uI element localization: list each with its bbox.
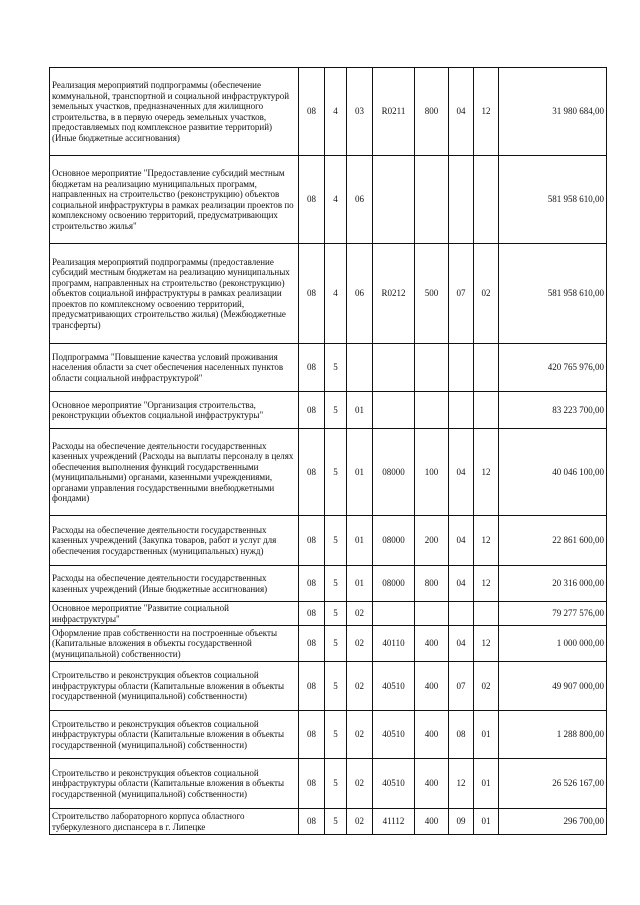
main-activity-code: 03	[347, 68, 373, 156]
table-row	[50, 392, 607, 429]
expense-type-code: 400	[415, 759, 449, 809]
table-row	[50, 244, 607, 344]
expense-type-code: 200	[415, 516, 449, 566]
subprogram-code: 4	[325, 156, 347, 244]
row-description: Реализация мероприятий подпрограммы (обеспечение коммунальной, транспортной и социальной инфраструктурой земельных участков, предназначенных для жилищного строительства, в в первую очередь земельных участков, предоставляемых под комплексное развитие территорий) (Иные бюджетные ассигнования)	[50, 68, 299, 156]
subsection-code: 12	[474, 429, 499, 516]
amount: 40 046 100,00	[499, 429, 607, 516]
subsection-code	[474, 344, 499, 392]
table-row	[50, 429, 607, 516]
row-description: Строительство лабораторного корпуса областного туберкулезного диспансера в г. Липецке	[50, 809, 299, 835]
row-description: Расходы на обеспечение деятельности государственных казенных учреждений (Расходы на выплаты персоналу в целях обеспечения выполнения функций государственными (муниципальными) органами, казенными учреждениями, органами управления государственными внебюджетными фондами)	[50, 429, 299, 516]
amount: 79 277 576,00	[499, 602, 607, 626]
section-code	[449, 602, 474, 626]
expense-type-code: 800	[415, 68, 449, 156]
row-description: Основное мероприятие "Организация строительства, реконструкции объектов социальной инфраструктуры"	[50, 392, 299, 429]
row-description: Строительство и реконструкция объектов социальной инфраструктуры области (Капитальные вложения в объекты государственной (муниципальной) собственности)	[50, 759, 299, 809]
expense-type-code	[415, 344, 449, 392]
section-code	[449, 392, 474, 429]
expense-direction-code: 40510	[373, 662, 415, 711]
main-activity-code: 01	[347, 392, 373, 429]
program-code: 08	[299, 156, 325, 244]
table-row	[50, 602, 607, 626]
subprogram-code: 5	[325, 429, 347, 516]
row-description: Расходы на обеспечение деятельности государственных казенных учреждений (Закупка товаров, работ и услуг для обеспечения государственных (муниципальных) нужд)	[50, 516, 299, 566]
program-code: 08	[299, 626, 325, 662]
table-row	[50, 809, 607, 835]
subsection-code: 12	[474, 626, 499, 662]
subsection-code	[474, 392, 499, 429]
main-activity-code: 02	[347, 711, 373, 759]
expense-type-code: 100	[415, 429, 449, 516]
row-description: Основное мероприятие "Предоставление субсидий местным бюджетам на реализацию муниципальных программ, направленных на строительство (реконструкцию) объектов социальной инфраструктуры в рамках реализации проектов по комплексному освоению территорий, предусматривающих строительство жилья"	[50, 156, 299, 244]
table-row	[50, 759, 607, 809]
row-description: Строительство и реконструкция объектов социальной инфраструктуры области (Капитальные вложения в объекты государственной (муниципальной) собственности)	[50, 711, 299, 759]
expense-direction-code: 40510	[373, 711, 415, 759]
program-code: 08	[299, 429, 325, 516]
expense-direction-code: 41112	[373, 809, 415, 835]
program-code: 08	[299, 344, 325, 392]
subsection-code: 02	[474, 244, 499, 344]
subsection-code: 01	[474, 809, 499, 835]
table-row	[50, 626, 607, 662]
subprogram-code: 5	[325, 711, 347, 759]
expense-type-code: 400	[415, 809, 449, 835]
main-activity-code: 01	[347, 516, 373, 566]
row-description: Реализация мероприятий подпрограммы (предоставление субсидий местным бюджетам на реализацию муниципальных программ, направленных на строительство (реконструкцию) объектов социальной инфраструктуры в рамках реализации проектов по комплексному освоению территорий, предусматривающих строительство жилья) (Межбюджетные трансферты)	[50, 244, 299, 344]
section-code: 04	[449, 516, 474, 566]
main-activity-code: 02	[347, 626, 373, 662]
subsection-code	[474, 602, 499, 626]
section-code: 08	[449, 711, 474, 759]
table-row	[50, 711, 607, 759]
main-activity-code: 02	[347, 662, 373, 711]
program-code: 08	[299, 711, 325, 759]
main-activity-code: 02	[347, 602, 373, 626]
table-row	[50, 68, 607, 156]
table-row	[50, 156, 607, 244]
expense-direction-code: 40110	[373, 626, 415, 662]
section-code: 04	[449, 566, 474, 602]
expense-type-code	[415, 392, 449, 429]
expense-direction-code	[373, 156, 415, 244]
section-code: 04	[449, 626, 474, 662]
main-activity-code: 01	[347, 429, 373, 516]
expense-direction-code	[373, 392, 415, 429]
subprogram-code: 5	[325, 344, 347, 392]
section-code: 07	[449, 244, 474, 344]
main-activity-code: 06	[347, 156, 373, 244]
program-code: 08	[299, 602, 325, 626]
subsection-code: 01	[474, 711, 499, 759]
program-code: 08	[299, 809, 325, 835]
subsection-code	[474, 156, 499, 244]
main-activity-code	[347, 344, 373, 392]
section-code: 04	[449, 68, 474, 156]
amount: 20 316 000,00	[499, 566, 607, 602]
subprogram-code: 5	[325, 809, 347, 835]
row-description: Подпрограмма "Повышение качества условий проживания населения области за счет обеспечения населенных пунктов области социальной инфраструктурой"	[50, 344, 299, 392]
section-code: 09	[449, 809, 474, 835]
program-code: 08	[299, 759, 325, 809]
expense-direction-code: R0212	[373, 244, 415, 344]
subprogram-code: 4	[325, 68, 347, 156]
subprogram-code: 5	[325, 662, 347, 711]
amount: 581 958 610,00	[499, 156, 607, 244]
main-activity-code: 02	[347, 809, 373, 835]
section-code	[449, 156, 474, 244]
amount: 31 980 684,00	[499, 68, 607, 156]
expense-type-code: 400	[415, 711, 449, 759]
section-code	[449, 344, 474, 392]
program-code: 08	[299, 566, 325, 602]
program-code: 08	[299, 244, 325, 344]
section-code: 07	[449, 662, 474, 711]
program-code: 08	[299, 392, 325, 429]
expense-type-code: 400	[415, 662, 449, 711]
expense-type-code: 400	[415, 626, 449, 662]
amount: 420 765 976,00	[499, 344, 607, 392]
row-description: Основное мероприятие "Развитие социальной инфраструктуры"	[50, 602, 299, 626]
subprogram-code: 5	[325, 602, 347, 626]
amount: 1 288 800,00	[499, 711, 607, 759]
expense-type-code: 500	[415, 244, 449, 344]
subprogram-code: 5	[325, 516, 347, 566]
amount: 1 000 000,00	[499, 626, 607, 662]
row-description: Оформление прав собственности на построенные объекты (Капитальные вложения в объекты государственной (муниципальной) собственности)	[50, 626, 299, 662]
subprogram-code: 5	[325, 566, 347, 602]
main-activity-code: 06	[347, 244, 373, 344]
expense-direction-code: 08000	[373, 429, 415, 516]
row-description: Расходы на обеспечение деятельности государственных казенных учреждений (Иные бюджетные ассигнования)	[50, 566, 299, 602]
amount: 83 223 700,00	[499, 392, 607, 429]
budget-table	[49, 67, 607, 835]
subsection-code: 01	[474, 759, 499, 809]
subsection-code: 12	[474, 566, 499, 602]
main-activity-code: 02	[347, 759, 373, 809]
expense-type-code	[415, 602, 449, 626]
expense-direction-code: 08000	[373, 516, 415, 566]
expense-direction-code	[373, 344, 415, 392]
amount: 26 526 167,00	[499, 759, 607, 809]
program-code: 08	[299, 516, 325, 566]
main-activity-code: 01	[347, 566, 373, 602]
subprogram-code: 4	[325, 244, 347, 344]
program-code: 08	[299, 662, 325, 711]
amount: 49 907 000,00	[499, 662, 607, 711]
table-row	[50, 344, 607, 392]
row-description: Строительство и реконструкция объектов социальной инфраструктуры области (Капитальные вложения в объекты государственной (муниципальной) собственности)	[50, 662, 299, 711]
amount: 581 958 610,00	[499, 244, 607, 344]
section-code: 04	[449, 429, 474, 516]
subprogram-code: 5	[325, 392, 347, 429]
expense-direction-code: 08000	[373, 566, 415, 602]
program-code: 08	[299, 68, 325, 156]
expense-direction-code: R0211	[373, 68, 415, 156]
amount: 296 700,00	[499, 809, 607, 835]
table-row	[50, 566, 607, 602]
expense-direction-code: 40510	[373, 759, 415, 809]
subprogram-code: 5	[325, 759, 347, 809]
amount: 22 861 600,00	[499, 516, 607, 566]
subprogram-code: 5	[325, 626, 347, 662]
subsection-code: 12	[474, 516, 499, 566]
section-code: 12	[449, 759, 474, 809]
expense-type-code: 800	[415, 566, 449, 602]
table-row	[50, 662, 607, 711]
subsection-code: 12	[474, 68, 499, 156]
expense-direction-code	[373, 602, 415, 626]
expense-type-code	[415, 156, 449, 244]
subsection-code: 02	[474, 662, 499, 711]
table-row	[50, 516, 607, 566]
